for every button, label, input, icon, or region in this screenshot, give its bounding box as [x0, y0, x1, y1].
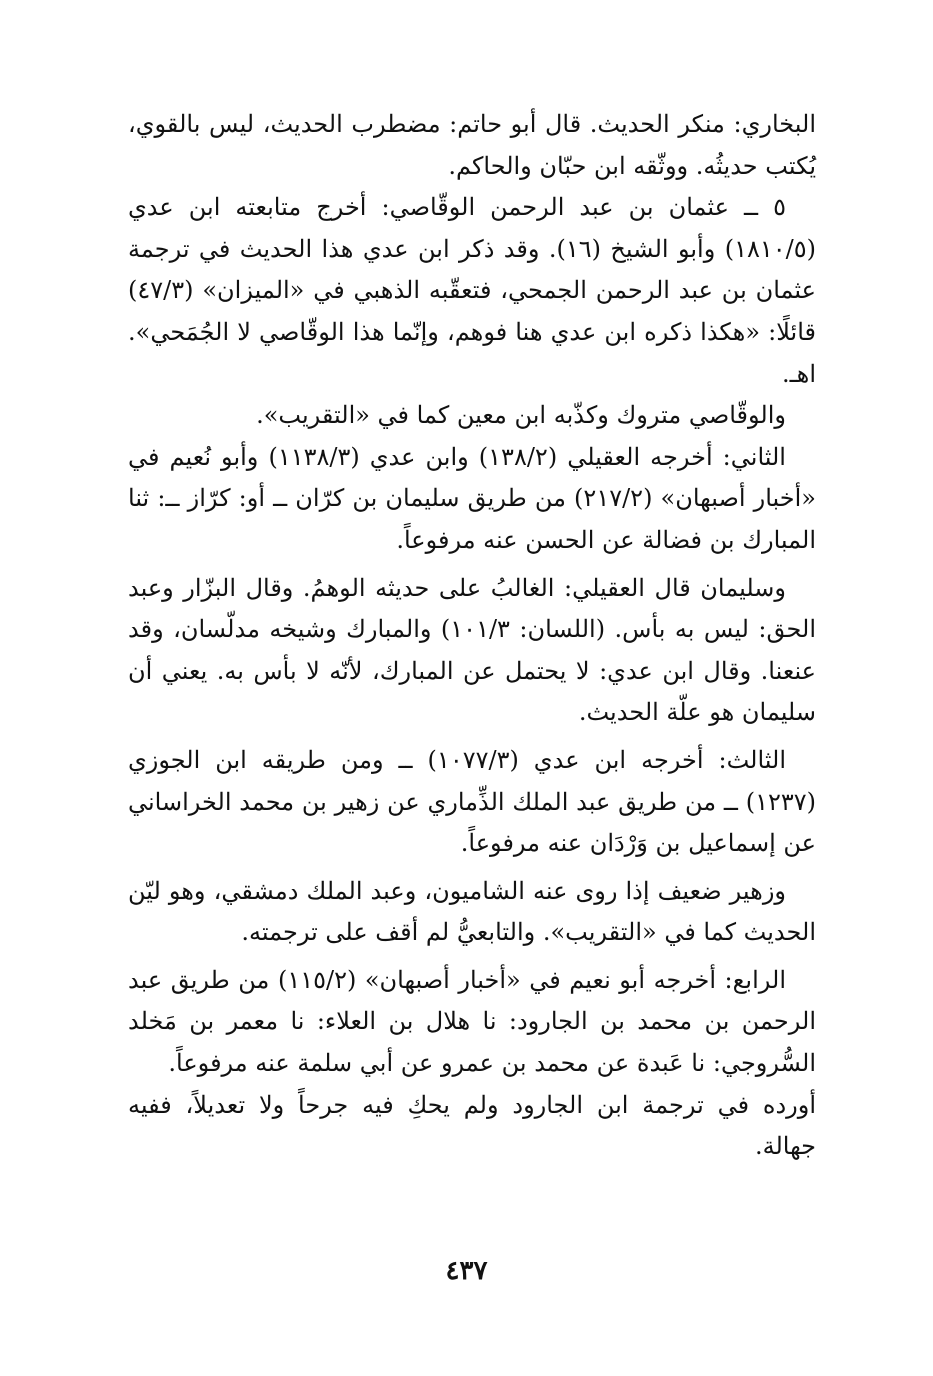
- page-number: ٤٣٧: [445, 1256, 488, 1286]
- paragraph-bukhari-verdict: البخاري: منكر الحديث. قال أبو حاتم: مضطرب الحديث، ليس بالقوي، يُكتب حديثُه. ووثّقه ابن حبّان والحاكم.: [128, 110, 816, 180]
- paragraph-sulayman-grading: وسليمان قال العقيلي: الغالبُ على حديثه الوهمُ. وقال البزّار وعبد الحق: ليس به بأس. (اللسان: ١٠١/٣) والمبارك وشيخه مدلّسان، وقد عنعنا. وقال ابن عدي: لا يحتمل عن المبارك، لأنّه لا بأس به. يعني أن سليمان هو علّة الحديث.: [128, 573, 817, 727]
- paragraph-waqqasi-matruk: والوقّاصي متروك وكذّبه ابن معين كما في «التقريب».: [256, 401, 786, 430]
- paragraph-ibn-jarud-unknown: أورده في ترجمة ابن الجارود ولم يحكِ فيه جرحاً ولا تعديلاً، ففيه جهالة.: [128, 1090, 816, 1161]
- paragraph-uthman-waqqasi: ٥ ــ عثمان بن عبد الرحمن الوقّاصي: أخرج متابعته ابن عدي (١٨١٠/٥) وأبو الشيخ (١٦). وقد ذكر ابن عدي هذا الحديث في ترجمة عثمان بن عبد الرحمن الجمحي، فتعقّبه الذهبي في «الميزان» (٤٧/٣) قائلًا: «هكذا ذكره ابن عدي هنا فوهم، وإنّما هذا الوقّاصي لا الجُمَحي». اهـ.: [128, 193, 816, 388]
- paragraph-second-route: الثاني: أخرجه العقيلي (١٣٨/٢) وابن عدي (١١٣٨/٣) وأبو نُعيم في «أخبار أصبهان» (٢١٧/٢) من طريق سليمان بن كرّان ــ أو: كرّاز ــ: ثنا المبارك بن فضالة عن الحسن عنه مرفوعاً.: [128, 442, 816, 554]
- paragraph-fourth-route: الرابع: أخرجه أبو نعيم في «أخبار أصبهان» (١١٥/٢) من طريق عبد الرحمن بن محمد بن الجارود: نا هلال بن العلاء: نا معمر بن مَخلد السُّروجي: نا عَبدة عن محمد بن عمرو عن أبي سلمة عنه مرفوعاً.: [128, 965, 816, 1078]
- paragraph-zuhayr-grading: وزهير ضعيف إذا روى عنه الشاميون، وعبد الملك دمشقي، وهو ليّن الحديث كما في «التقريب». والتابعيُّ لم أقف على ترجمته.: [128, 876, 816, 947]
- page-body: [128, 104, 816, 1168]
- paragraph-third-route: الثالث: أخرجه ابن عدي (١٠٧٧/٣) ــ ومن طريقه ابن الجوزي (١٢٣٧) ــ من طريق عبد الملك الذِّماري عن زهير بن محمد الخراساني عن إسماعيل بن وَرْدَان عنه مرفوعاً.: [128, 745, 816, 858]
